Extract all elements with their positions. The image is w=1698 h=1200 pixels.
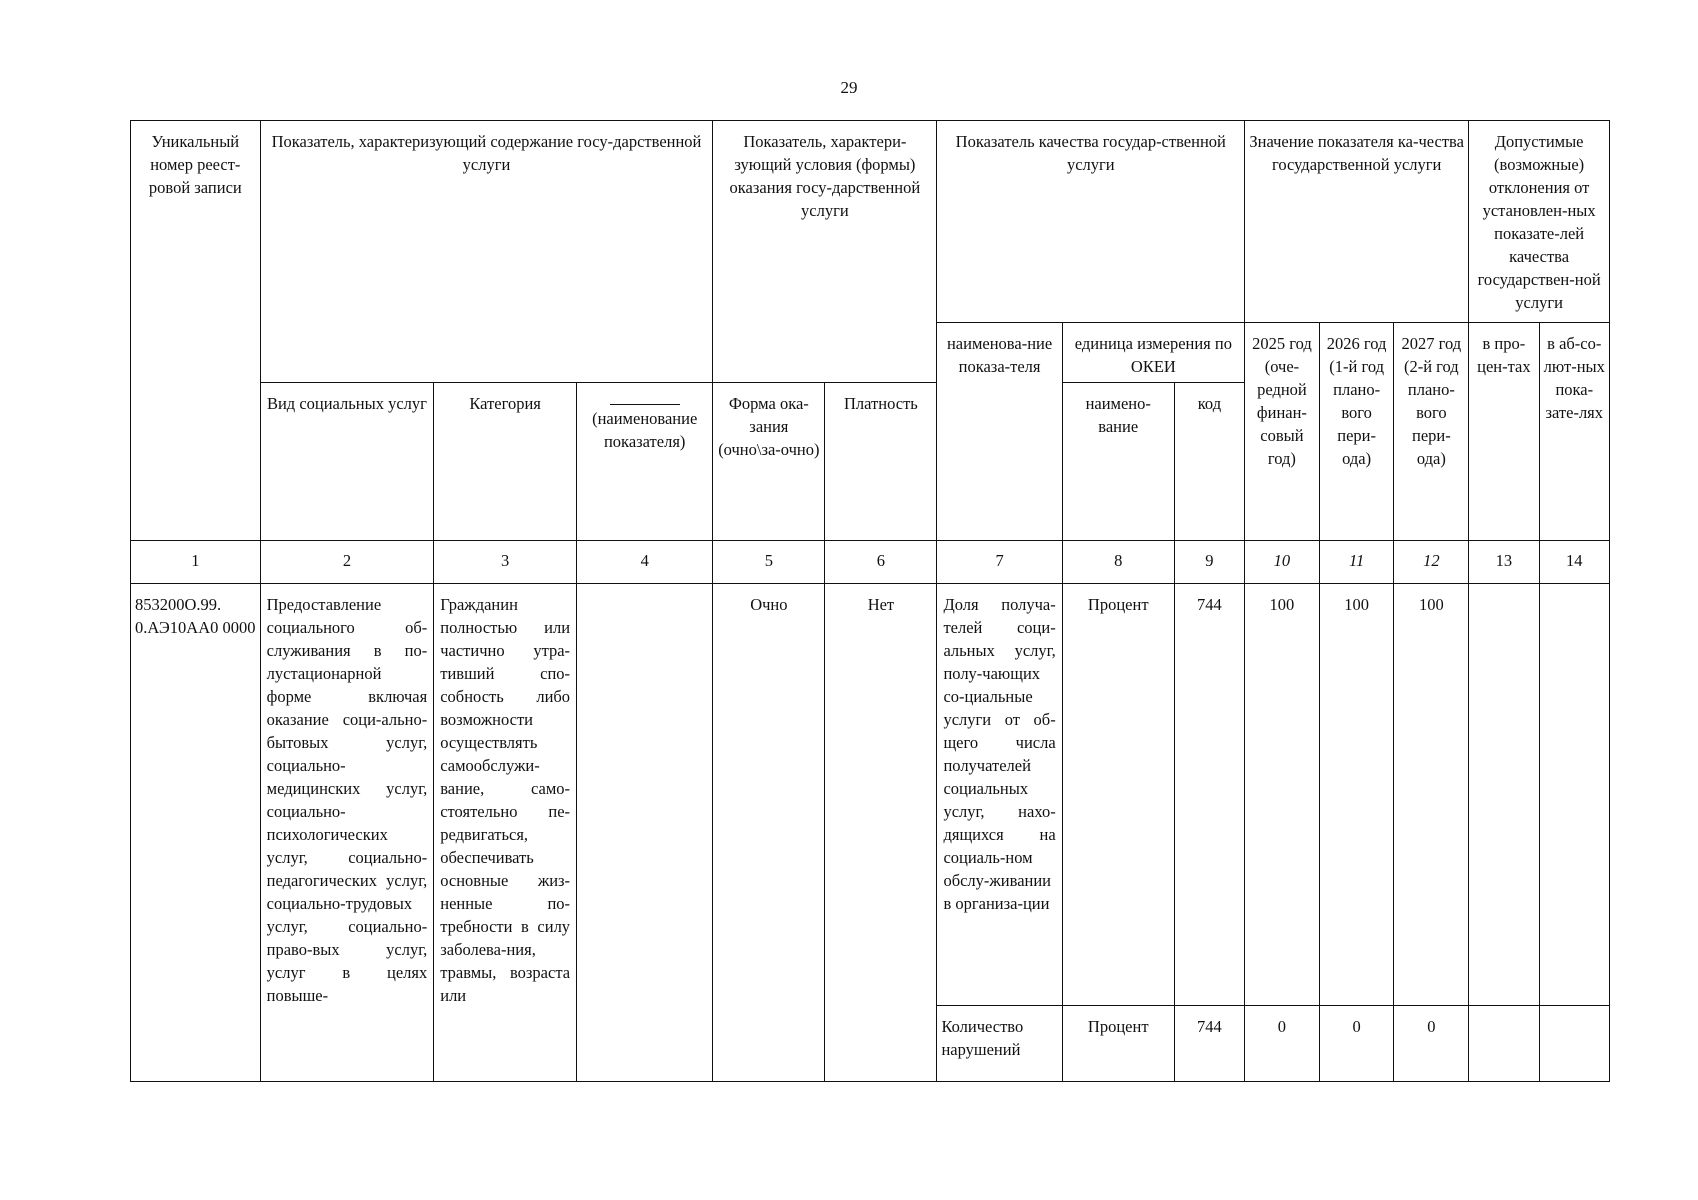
header-conditions-indicator-group: Показатель, характери-зующий условия (формы) оказания госу-дарственной услуги	[713, 121, 937, 383]
unit-name-cell: Процент	[1062, 584, 1174, 1006]
value-2026-cell: 100	[1319, 584, 1394, 1006]
header-payment: Платность	[825, 383, 937, 541]
column-number: 4	[577, 541, 713, 584]
header-unit-okei: единица измерения по ОКЕИ	[1062, 323, 1244, 383]
header-year-2026: 2026 год (1-й год плано-вого пери-ода)	[1319, 323, 1394, 541]
service-type-cell: Предоставление социального об-служивания в по-лустационарной форме включая оказание соци-ально-бытовых услуг, социально-медицинских услуг, социально-психологических услуг, социально-педагогических услуг, социально-трудовых услуг, социально-право-вых услуг, услуг в целях повыше-	[260, 584, 434, 1082]
table-row	[131, 584, 1610, 1006]
header-year-2025: 2025 год (оче-редной финан-совый год)	[1245, 323, 1320, 541]
column-number: 13	[1469, 541, 1539, 584]
header-indicator-placeholder	[577, 383, 713, 541]
deviation-percent-cell	[1469, 584, 1539, 1006]
header-deviation-absolute: в аб-со-лют-ных пока-зате-лях	[1539, 323, 1609, 541]
header-category: Категория	[434, 383, 577, 541]
quality-indicator-name-cell: Доля получа-телей соци-альных услуг, полу-чающих со-циальные услуги от об-щего числа получателей социальных услуг, нахо-дящихся на социаль-ном обслу-живании в организа-ции	[937, 584, 1062, 1006]
header-row-groups	[131, 121, 1610, 323]
column-number-row	[131, 541, 1610, 584]
column-number: 6	[825, 541, 937, 584]
unit-code-cell: 744	[1174, 584, 1244, 1006]
column-number: 5	[713, 541, 825, 584]
state-service-quality-table	[130, 120, 1610, 1082]
column-number: 8	[1062, 541, 1174, 584]
value-2025-cell: 0	[1245, 1006, 1320, 1082]
blank-line	[610, 404, 680, 405]
header-year-2027: 2027 год (2-й год плано-вого пери-ода)	[1394, 323, 1469, 541]
column-number: 9	[1174, 541, 1244, 584]
header-indicator-name: наименова-ние показа-теля	[937, 323, 1062, 541]
registry-number-cell: 853200О.99. 0.АЭ10АА0 0000	[131, 584, 261, 1082]
column-number: 14	[1539, 541, 1609, 584]
page-number: 29	[840, 78, 858, 97]
header-values-group: Значение показателя ка-чества государственной услуги	[1245, 121, 1469, 323]
column-number: 12	[1394, 541, 1469, 584]
header-content-indicator-group: Показатель, характеризующий содержание госу-дарственной услуги	[260, 121, 713, 383]
header-deviation-percent: в про-цен-тах	[1469, 323, 1539, 541]
deviation-percent-cell	[1469, 1006, 1539, 1082]
value-2026-cell: 0	[1319, 1006, 1394, 1082]
value-2027-cell: 100	[1394, 584, 1469, 1006]
value-2027-cell: 0	[1394, 1006, 1469, 1082]
delivery-form-cell: Очно	[713, 584, 825, 1082]
header-unit-name: наимено-вание	[1062, 383, 1174, 541]
column-number: 7	[937, 541, 1062, 584]
quality-indicator-name-cell: Количество нарушений	[937, 1006, 1062, 1082]
deviation-absolute-cell	[1539, 1006, 1609, 1082]
payment-cell: Нет	[825, 584, 937, 1082]
deviation-absolute-cell	[1539, 584, 1609, 1006]
header-quality-indicator-group: Показатель качества государ-ственной услуги	[937, 121, 1245, 323]
header-indicator-placeholder-label: (наименование показателя)	[592, 409, 698, 451]
column-number: 2	[260, 541, 434, 584]
category-cell: Гражданин полностью или частично утра-тивший спо-собность либо возможности осуществлять самообслужи-вание, само-стоятельно пе-редвигаться, обеспечивать основные жиз-ненные по-требности в силу заболева-ния, травмы, возраста или	[434, 584, 577, 1082]
column-number: 10	[1245, 541, 1320, 584]
unit-name-cell: Процент	[1062, 1006, 1174, 1082]
indicator-name-cell	[577, 584, 713, 1082]
column-number: 11	[1319, 541, 1394, 584]
header-delivery-form: Форма ока-зания (очно\за-очно)	[713, 383, 825, 541]
column-number: 3	[434, 541, 577, 584]
header-unit-code: код	[1174, 383, 1244, 541]
header-registry-number: Уникальный номер реест-ровой записи	[131, 121, 261, 541]
unit-code-cell: 744	[1174, 1006, 1244, 1082]
header-deviation-group: Допустимые (возможные) отклонения от установлен-ных показате-лей качества государствен-ной услуги	[1469, 121, 1610, 323]
value-2025-cell: 100	[1245, 584, 1320, 1006]
header-service-type: Вид социальных услуг	[260, 383, 434, 541]
column-number: 1	[131, 541, 261, 584]
